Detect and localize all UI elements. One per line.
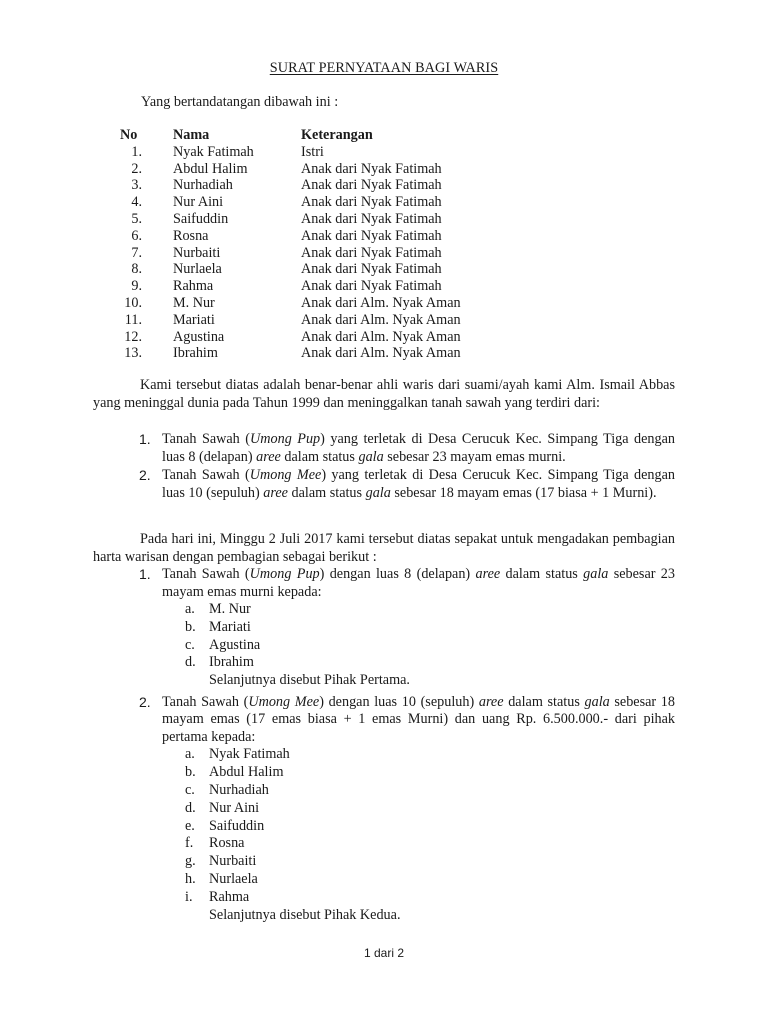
recipient-letter: b. — [185, 764, 196, 781]
text-segment: dalam status — [287, 484, 366, 501]
page-number: 1 dari 2 — [363, 946, 405, 960]
heir-name: Ibrahim — [173, 345, 218, 362]
status-term: gala — [583, 566, 609, 582]
recipient-letter: i. — [185, 888, 193, 905]
opening-statement: Yang bertandatangan dibawah ini : — [141, 94, 339, 110]
text-segment: sebesar 18 mayam emas (17 biasa + 1 Murni). — [390, 484, 657, 501]
heir-keterangan: Anak dari Alm. Nyak Aman — [301, 311, 461, 328]
heir-name: Mariati — [173, 311, 215, 328]
land-name: Umong Pup — [249, 566, 320, 582]
land-name: Umong Pup — [250, 431, 321, 447]
heir-name: Nur Aini — [173, 194, 224, 211]
numbered-item — [93, 566, 675, 690]
numbered-item — [93, 694, 675, 924]
heir-keterangan: Istri — [301, 143, 324, 160]
item-text — [162, 566, 675, 601]
item-text — [162, 431, 675, 466]
item-text — [162, 694, 675, 747]
recipient-name: M. Nur — [209, 601, 251, 617]
unit-term: aree — [256, 448, 281, 465]
heir-no: 10. — [124, 294, 142, 311]
recipient-list — [162, 746, 675, 906]
item-number: 2. — [139, 693, 151, 710]
header-name: Nama — [173, 127, 210, 143]
recipient-letter: c. — [185, 782, 195, 799]
party-designation: Selanjutnya disebut Pihak Pertama. — [209, 672, 410, 689]
recipient-item — [162, 871, 675, 889]
heir-keterangan: Anak dari Nyak Fatimah — [301, 177, 442, 194]
heir-keterangan: Anak dari Nyak Fatimah — [301, 244, 442, 261]
numbered-item — [93, 467, 675, 502]
heir-no: 9. — [131, 278, 142, 295]
recipient-letter: a. — [185, 601, 195, 617]
item-text — [162, 467, 675, 502]
heir-name: Rahma — [173, 278, 214, 295]
heir-name: Nurlaela — [173, 261, 222, 278]
heir-no: 1. — [131, 143, 142, 160]
unit-term: aree — [478, 693, 504, 710]
recipient-letter: h. — [185, 871, 196, 888]
paragraph-division-statement — [93, 531, 675, 566]
division-list — [93, 566, 675, 928]
recipient-name: Rahma — [209, 888, 250, 905]
heir-name: Agustina — [173, 328, 225, 345]
recipient-list — [162, 601, 675, 672]
recipient-item — [162, 782, 675, 800]
recipient-letter: b. — [185, 618, 196, 635]
text-segment: sebesar 18 mayam emas (17 emas biasa + 1 emas Murni) dan uang Rp. 6.500.000.- dari pihak pertama kepada: — [162, 693, 675, 745]
heir-keterangan: Anak dari Nyak Fatimah — [301, 210, 442, 227]
header-no: No — [120, 127, 138, 143]
recipient-name: Nurbaiti — [209, 853, 257, 870]
recipient-name: Agustina — [209, 636, 261, 653]
unit-term: aree — [263, 484, 288, 501]
paragraph-division-text: Pada hari ini, Minggu 2 Juli 2017 kami tersebut diatas sepakat untuk mengadakan pembagian harta warisan dengan pembagian sebagai berikut : — [93, 531, 675, 565]
recipient-name: Abdul Halim — [209, 764, 284, 781]
recipient-item — [162, 835, 675, 853]
text-segment: ) dengan luas 8 (delapan) — [319, 566, 476, 582]
recipient-letter: f. — [185, 835, 194, 852]
land-list — [93, 431, 675, 503]
recipient-letter: g. — [185, 853, 196, 870]
heir-keterangan: Anak dari Alm. Nyak Aman — [301, 345, 461, 362]
heir-keterangan: Anak dari Alm. Nyak Aman — [301, 294, 461, 311]
heir-name: Nurbaiti — [173, 244, 221, 261]
heir-name: Nyak Fatimah — [173, 143, 254, 160]
text-segment: Tanah Sawah ( — [162, 467, 250, 483]
text-segment: Tanah Sawah ( — [162, 693, 249, 710]
recipient-name: Nurhadiah — [209, 782, 269, 799]
heir-no: 5. — [131, 210, 142, 227]
heir-no: 7. — [131, 244, 142, 261]
text-segment: Tanah Sawah ( — [162, 566, 250, 582]
numbered-item — [93, 431, 675, 466]
recipient-name: Nur Aini — [209, 799, 260, 816]
heir-no: 2. — [131, 160, 142, 177]
recipient-letter: e. — [185, 817, 195, 834]
heir-no: 13. — [124, 345, 142, 362]
paragraph-heirs-text: Kami tersebut diatas adalah benar-benar ahli waris dari suami/ayah kami Alm. Ismail Abbas yang meninggal dunia pada Tahun 1999 dan meninggalkan tanah sawah yang terdiri dari: — [93, 377, 675, 411]
recipient-letter: d. — [185, 654, 196, 671]
heir-no: 12. — [124, 328, 142, 345]
recipient-name: Saifuddin — [209, 817, 265, 834]
text-segment: sebesar 23 mayam emas murni kepada: — [162, 566, 675, 600]
text-segment: dalam status — [280, 448, 359, 465]
heir-no: 8. — [131, 261, 142, 278]
text-segment: dalam status — [500, 566, 584, 582]
heir-no: 4. — [131, 194, 142, 211]
recipient-item — [162, 853, 675, 871]
recipient-letter: d. — [185, 799, 196, 816]
recipient-item — [162, 889, 675, 907]
recipient-item — [162, 619, 675, 637]
recipient-name: Mariati — [209, 618, 251, 635]
heir-name: M. Nur — [173, 294, 215, 311]
heir-name: Nurhadiah — [173, 177, 233, 194]
document-title: SURAT PERNYATAAN BAGI WARIS — [269, 60, 499, 76]
text-segment: sebesar 23 mayam emas murni. — [383, 448, 566, 465]
recipient-letter: a. — [185, 746, 195, 763]
heir-name: Saifuddin — [173, 210, 229, 227]
heir-keterangan: Anak dari Alm. Nyak Aman — [301, 328, 461, 345]
recipient-item — [162, 746, 675, 764]
unit-term: aree — [475, 566, 501, 582]
heir-keterangan: Anak dari Nyak Fatimah — [301, 227, 442, 244]
text-segment: Tanah Sawah ( — [162, 431, 251, 447]
heir-keterangan: Anak dari Nyak Fatimah — [301, 194, 442, 211]
heir-keterangan: Anak dari Nyak Fatimah — [301, 278, 442, 295]
heir-keterangan: Anak dari Nyak Fatimah — [301, 261, 442, 278]
heir-keterangan: Anak dari Nyak Fatimah — [301, 160, 442, 177]
status-term: gala — [358, 448, 384, 465]
recipient-item — [162, 818, 675, 836]
status-term: gala — [584, 693, 610, 710]
recipient-name: Ibrahim — [209, 654, 254, 671]
text-segment: dalam status — [503, 693, 585, 710]
text-segment: ) dengan luas 10 (sepuluh) — [319, 693, 479, 710]
recipient-item — [162, 637, 675, 655]
recipient-name: Rosna — [209, 835, 245, 852]
heir-no: 11. — [124, 311, 142, 328]
heir-no: 3. — [131, 177, 142, 194]
text-segment: ) yang terletak di Desa Cerucuk Kec. Simpang Tiga dengan luas 10 (sepuluh) — [162, 467, 675, 501]
recipient-item — [162, 601, 675, 619]
heir-name: Abdul Halim — [173, 160, 248, 177]
recipient-item — [162, 800, 675, 818]
party-designation: Selanjutnya disebut Pihak Kedua. — [209, 906, 401, 923]
item-number: 2. — [139, 467, 151, 483]
text-segment: ) yang terletak di Desa Cerucuk Kec. Simpang Tiga dengan luas 8 (delapan) — [162, 431, 675, 465]
land-name: Umong Mee — [248, 693, 320, 710]
heir-name: Rosna — [173, 227, 209, 244]
recipient-name: Nurlaela — [209, 871, 258, 888]
recipient-item — [162, 654, 675, 672]
header-keterangan: Keterangan — [301, 127, 373, 143]
land-name: Umong Mee — [249, 467, 322, 483]
paragraph-heirs-statement — [93, 377, 675, 412]
heir-no: 6. — [131, 227, 142, 244]
item-number: 1. — [139, 566, 151, 582]
item-number: 1. — [139, 431, 151, 447]
recipient-letter: c. — [185, 636, 195, 653]
status-term: gala — [365, 484, 391, 501]
recipient-item — [162, 764, 675, 782]
recipient-name: Nyak Fatimah — [209, 746, 290, 763]
